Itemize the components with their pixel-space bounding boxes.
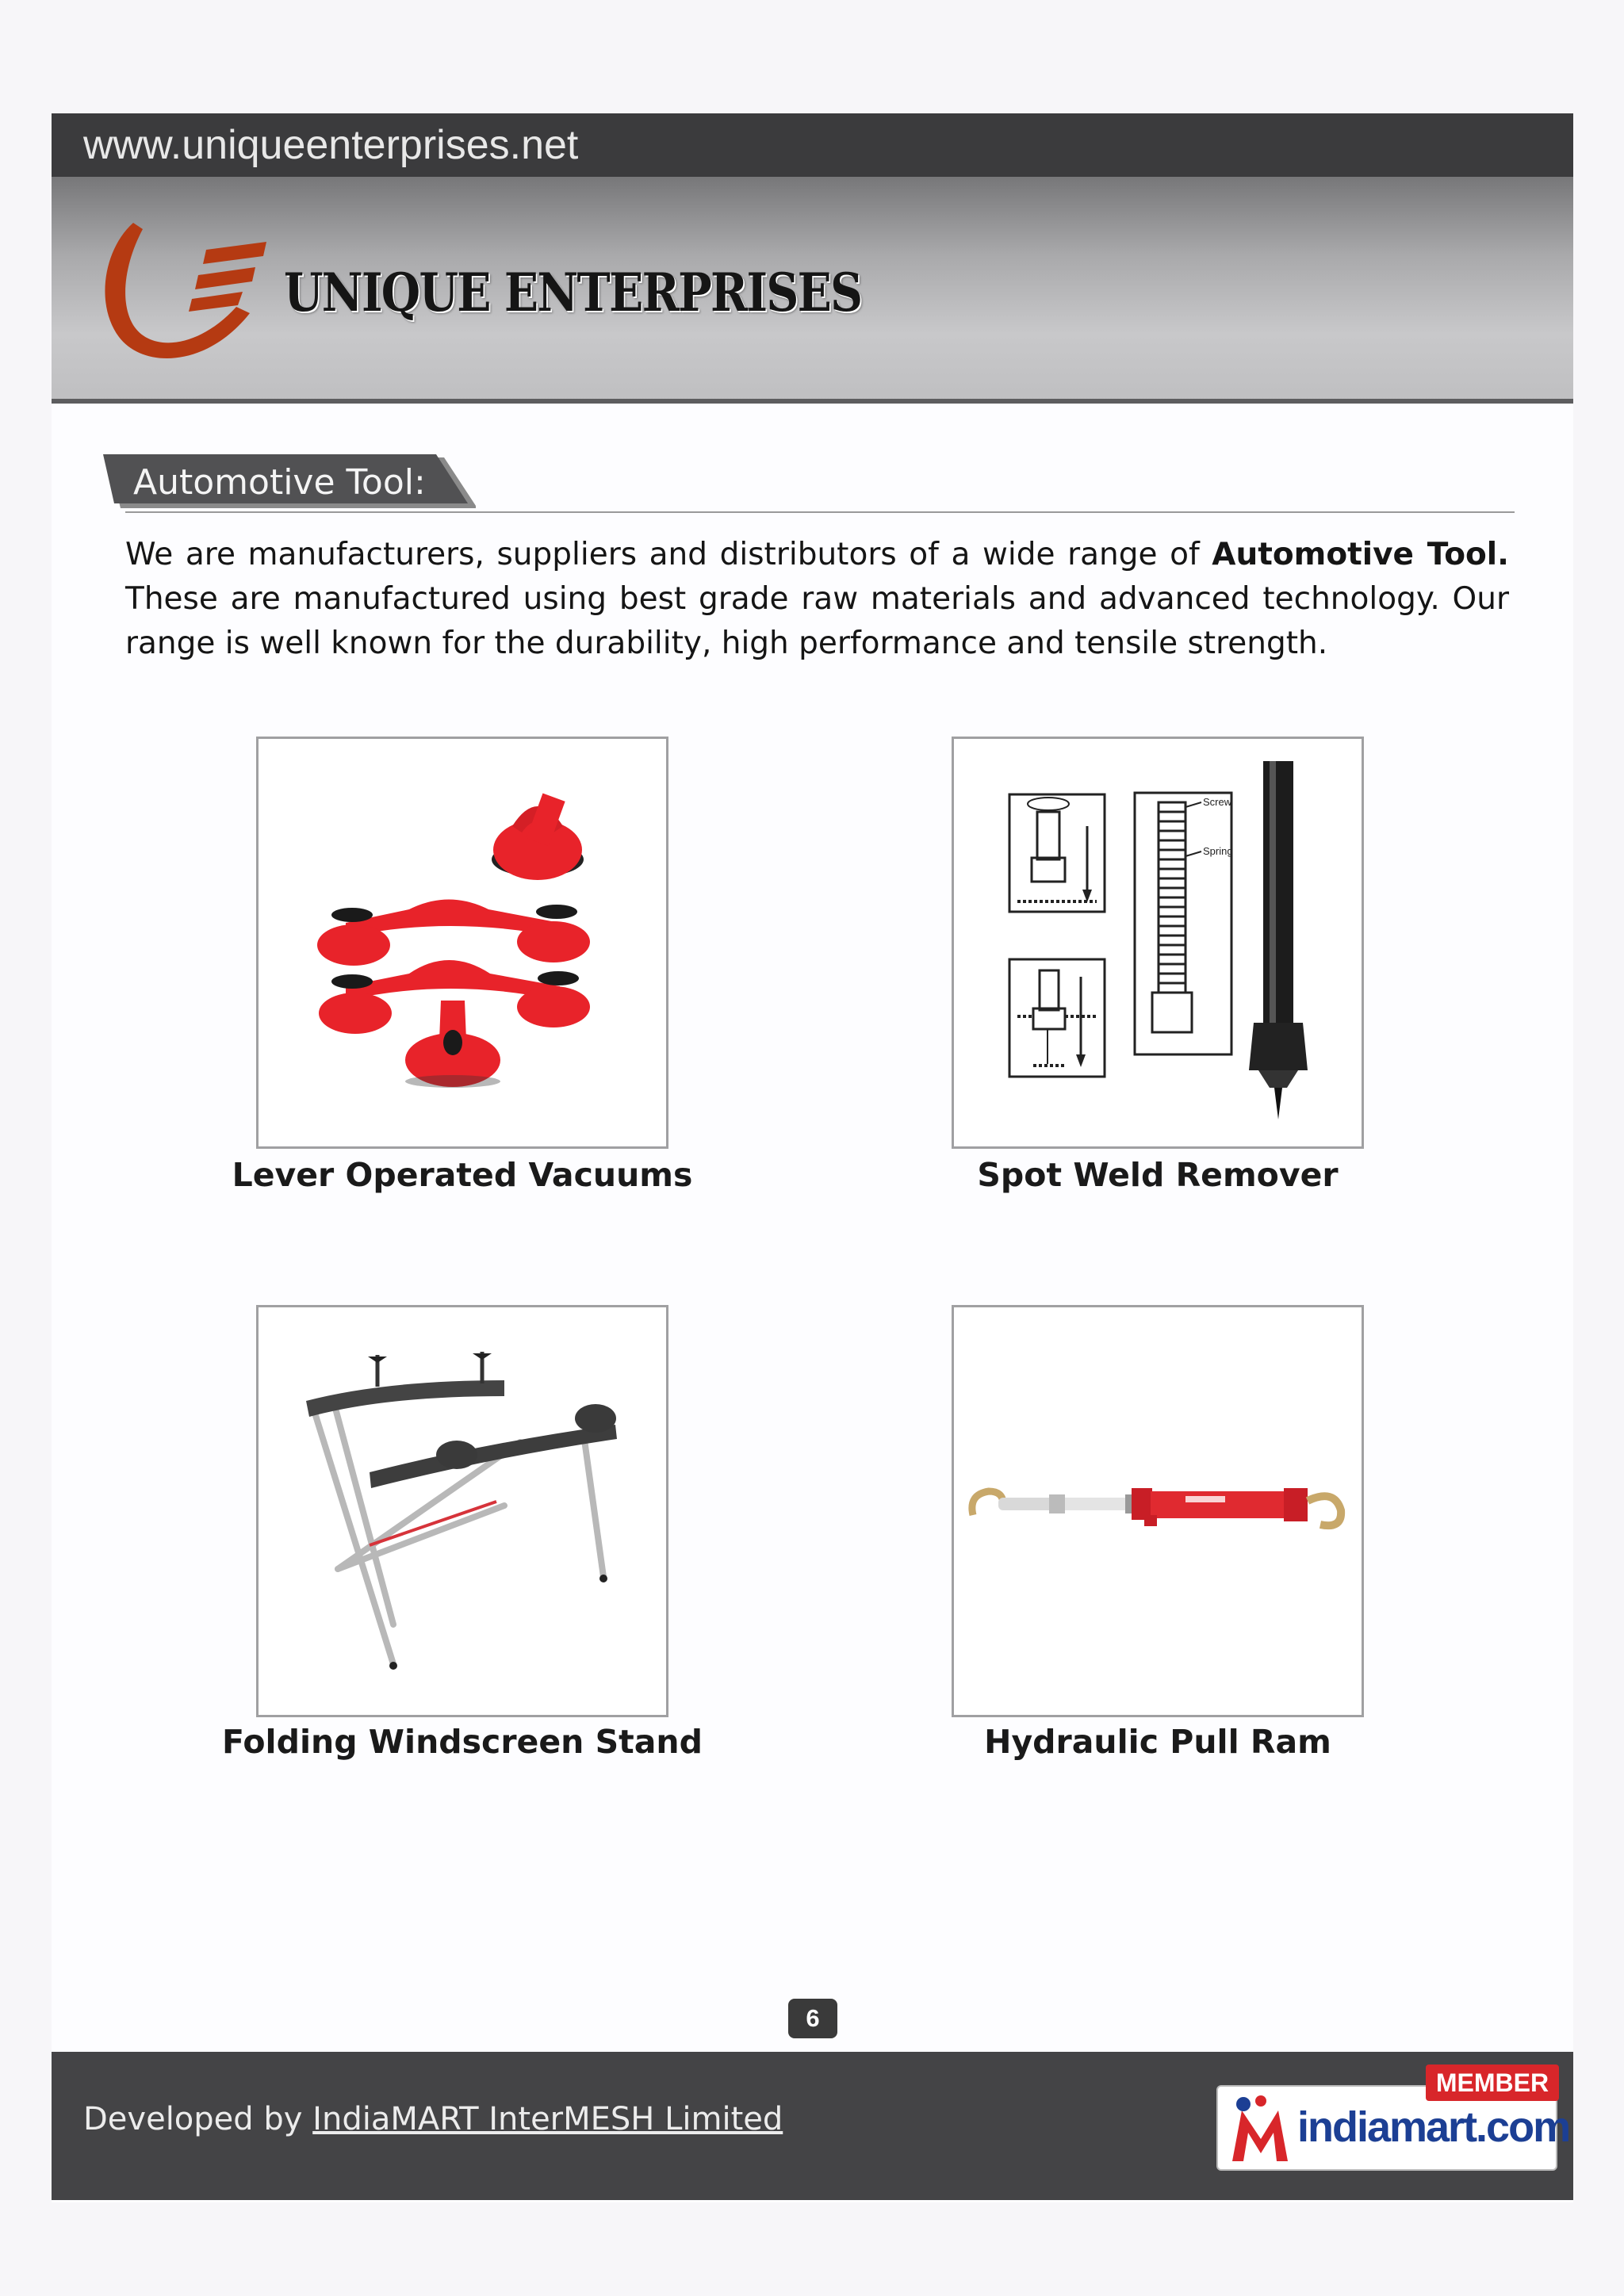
developed-by-label: Developed by bbox=[83, 2101, 313, 2137]
site-url[interactable]: www.uniqueenterprises.net bbox=[83, 122, 579, 168]
product-caption: Hydraulic Pull Ram bbox=[984, 1723, 1331, 1761]
diagram-label-screw: Screw bbox=[1203, 796, 1232, 808]
lever-operated-vacuums-image bbox=[259, 739, 666, 1146]
intro-bold: Automotive Tool. bbox=[1212, 537, 1509, 572]
brand-name: UNIQUE ENTERPRISES bbox=[284, 262, 862, 323]
indiamart-logo-icon bbox=[1226, 2093, 1294, 2166]
product-caption: Spot Weld Remover bbox=[977, 1156, 1339, 1194]
hydraulic-pull-ram-image bbox=[954, 1307, 1362, 1715]
spot-weld-remover-image bbox=[954, 739, 1362, 1146]
folding-windscreen-stand-image bbox=[259, 1307, 666, 1715]
developed-by bbox=[83, 2101, 783, 2137]
indiamart-logo-text: indiamart.com bbox=[1297, 2103, 1570, 2151]
developer-link[interactable]: IndiaMART InterMESH Limited bbox=[312, 2101, 783, 2137]
unique-enterprises-logo-icon bbox=[87, 218, 270, 369]
intro-paragraph bbox=[125, 533, 1509, 666]
section-divider bbox=[125, 511, 1515, 513]
product-frame-hydraulic-pull-ram[interactable] bbox=[952, 1305, 1364, 1717]
diagram-label-spring: Spring bbox=[1203, 845, 1233, 857]
banner-divider bbox=[52, 399, 1573, 404]
product-caption: Folding Windscreen Stand bbox=[222, 1723, 703, 1761]
product-frame-lever-operated-vacuums[interactable] bbox=[256, 737, 668, 1149]
member-badge: MEMBER bbox=[1426, 2064, 1559, 2101]
product-frame-folding-windscreen-stand[interactable] bbox=[256, 1305, 668, 1717]
section-title-tab bbox=[103, 454, 476, 510]
url-bar bbox=[52, 113, 1573, 177]
product-caption: Lever Operated Vacuums bbox=[232, 1156, 693, 1194]
page-number: 6 bbox=[788, 1999, 837, 2038]
section-title: Automotive Tool: bbox=[133, 462, 426, 503]
intro-lead: We are manufacturers, suppliers and distributors of a wide range of bbox=[125, 537, 1212, 572]
intro-rest: These are manufactured using best grade raw materials and advanced technology. Our range is well known for the durability, high performance and tensile strength. bbox=[125, 581, 1509, 661]
product-frame-spot-weld-remover[interactable] bbox=[952, 737, 1364, 1149]
